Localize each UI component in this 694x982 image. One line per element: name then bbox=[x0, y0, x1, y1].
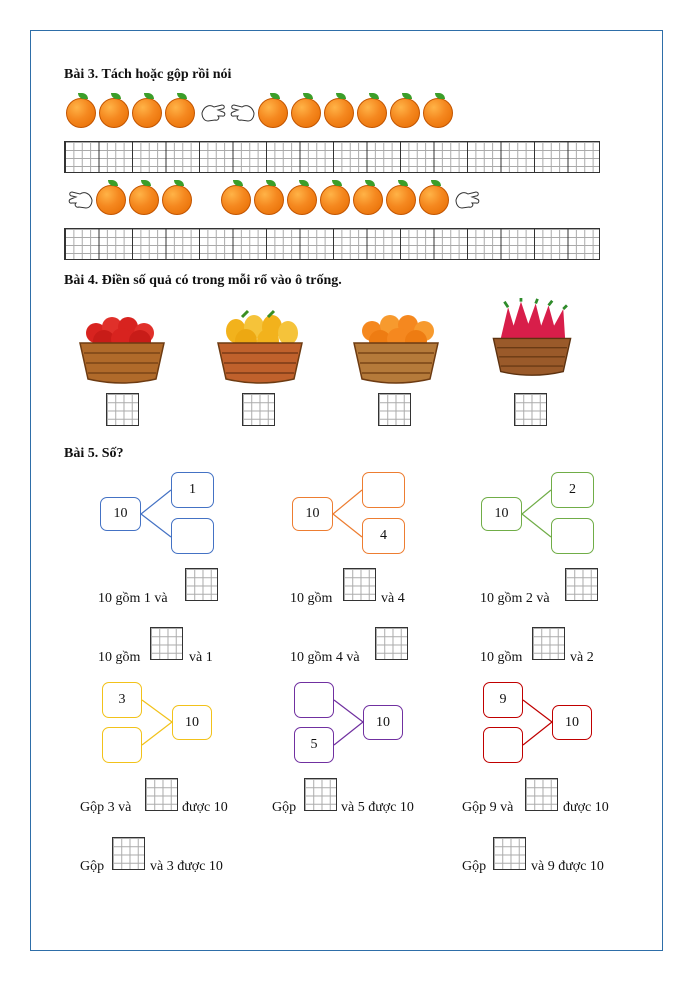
sentence-4b: Gộp bbox=[80, 859, 105, 874]
diagram-4-part-top: 3 bbox=[102, 682, 142, 718]
sentence-6b-tail: và 9 được 10 bbox=[531, 859, 604, 874]
heading-bai-3: Bài 3. Tách hoặc gộp rồi nói bbox=[64, 67, 232, 82]
diagram-6-part-top: 9 bbox=[483, 682, 523, 718]
diagram-5-part-bottom: 5 bbox=[294, 727, 334, 763]
sentence-1b: 10 gồm bbox=[98, 650, 141, 665]
diagram-1-whole: 10 bbox=[100, 497, 141, 531]
diagram-2-part-top[interactable] bbox=[362, 472, 405, 508]
answer-box-4b[interactable] bbox=[112, 837, 145, 870]
heading-bai-4: Bài 4. Điền số quả có trong mỗi rổ vào ô trống. bbox=[64, 273, 342, 288]
sentence-1b-tail: và 1 bbox=[189, 650, 213, 665]
answer-box-2b[interactable] bbox=[375, 627, 408, 660]
diagram-6-part-bottom[interactable] bbox=[483, 727, 523, 763]
sentence-6a-tail: được 10 bbox=[563, 800, 609, 815]
diagram-3-part-bottom[interactable] bbox=[551, 518, 594, 554]
answer-box-1b[interactable] bbox=[150, 627, 183, 660]
sentence-4a: Gộp 3 và bbox=[80, 800, 132, 815]
diagram-2-whole: 10 bbox=[292, 497, 333, 531]
answer-box-5a[interactable] bbox=[304, 778, 337, 811]
diagram-4-whole: 10 bbox=[172, 705, 212, 740]
sentence-3b-tail: và 2 bbox=[570, 650, 594, 665]
sentence-6a: Gộp 9 và bbox=[462, 800, 514, 815]
answer-box-4a[interactable] bbox=[145, 778, 178, 811]
sentence-2b: 10 gồm 4 và bbox=[290, 650, 360, 665]
sentence-2a-tail: và 4 bbox=[381, 591, 405, 606]
sentence-3a: 10 gồm 2 và bbox=[480, 591, 550, 606]
answer-box-6b[interactable] bbox=[493, 837, 526, 870]
diagram-4-part-bottom[interactable] bbox=[102, 727, 142, 763]
sentence-3b: 10 gồm bbox=[480, 650, 523, 665]
sentence-2a: 10 gồm bbox=[290, 591, 333, 606]
diagram-3-part-top: 2 bbox=[551, 472, 594, 508]
answer-box-1a[interactable] bbox=[185, 568, 218, 601]
sentence-6b: Gộp bbox=[462, 859, 487, 874]
diagram-2-part-bottom: 4 bbox=[362, 518, 405, 554]
answer-box-3a[interactable] bbox=[565, 568, 598, 601]
diagram-5-part-top[interactable] bbox=[294, 682, 334, 718]
sentence-4a-tail: được 10 bbox=[182, 800, 228, 815]
diagram-3-whole: 10 bbox=[481, 497, 522, 531]
sentence-4b-tail: và 3 được 10 bbox=[150, 859, 223, 874]
diagram-5-whole: 10 bbox=[363, 705, 403, 740]
diagram-6-whole: 10 bbox=[552, 705, 592, 740]
sentence-1a: 10 gồm 1 và bbox=[98, 591, 168, 606]
answer-box-2a[interactable] bbox=[343, 568, 376, 601]
answer-box-3b[interactable] bbox=[532, 627, 565, 660]
heading-bai-5: Bài 5. Số? bbox=[64, 446, 124, 461]
diagram-1-part-bottom[interactable] bbox=[171, 518, 214, 554]
diagram-1-part-top: 1 bbox=[171, 472, 214, 508]
sentence-5a: Gộp bbox=[272, 800, 297, 815]
answer-box-6a[interactable] bbox=[525, 778, 558, 811]
sentence-5a-tail: và 5 được 10 bbox=[341, 800, 414, 815]
